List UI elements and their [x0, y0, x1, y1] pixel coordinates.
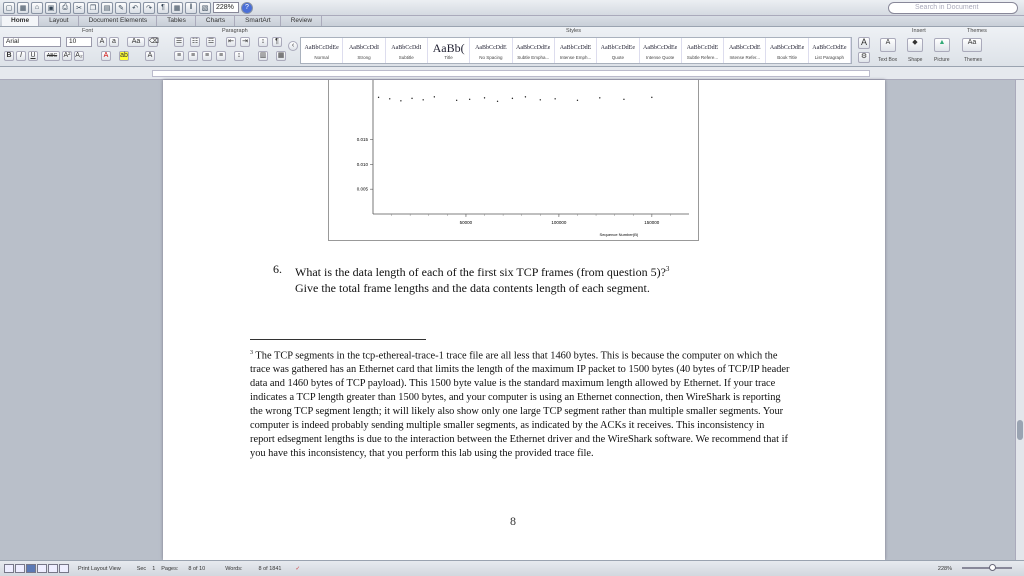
style-sample: AaBbCcDdE — [475, 44, 507, 51]
line-spacing-button[interactable]: ↕ — [234, 51, 244, 61]
data-point — [484, 97, 485, 98]
notebook-view-icon[interactable] — [37, 564, 47, 573]
style-item[interactable] — [809, 38, 851, 63]
style-item[interactable] — [640, 38, 682, 63]
style-item[interactable] — [597, 38, 639, 63]
show-marks-button[interactable]: ¶ — [272, 37, 282, 47]
data-point — [434, 96, 435, 97]
print-layout-view-icon[interactable] — [26, 564, 36, 573]
print-icon[interactable]: ⎙ — [59, 2, 71, 14]
x-tick-label: 100000 — [551, 220, 567, 225]
bullets-button[interactable]: ☰ — [175, 38, 183, 45]
subscript-button[interactable]: A₂ — [75, 52, 83, 59]
styles-group-label: Styles — [566, 28, 581, 34]
themes-group-label: Themes — [967, 28, 987, 34]
words-label: Words: — [225, 565, 243, 572]
section-label: Sec — [136, 565, 147, 572]
paragraph-marks-icon[interactable]: ¶ — [157, 2, 169, 14]
numbering-button[interactable]: ☷ — [191, 38, 199, 45]
tab-review[interactable]: Review — [282, 16, 322, 26]
tab-home[interactable]: Home — [2, 16, 39, 26]
question-text-line2: Give the total frame lengths and the data contents length of each segment. — [295, 281, 650, 295]
styles-gallery — [300, 37, 852, 64]
horizontal-ruler[interactable] — [0, 67, 1024, 80]
change-case-button[interactable]: Aa — [127, 37, 145, 47]
data-point — [389, 98, 390, 99]
text-box-label: Text Box — [878, 57, 898, 63]
draft-view-icon[interactable] — [4, 564, 14, 573]
data-point — [497, 101, 498, 102]
align-center-button[interactable]: ≡ — [188, 51, 198, 61]
view-name: Print Layout View — [78, 565, 121, 572]
question-text-line1: What is the data length of each of the first six TCP frames (from question 5)? — [295, 265, 666, 279]
style-name: Title — [444, 54, 453, 60]
columns-icon[interactable]: ‖ — [185, 2, 197, 14]
table-icon[interactable]: ▦ — [171, 2, 183, 14]
style-sample: AaBbCcDdEe — [600, 44, 635, 51]
text-effects-icon[interactable]: A — [858, 37, 870, 49]
align-right-button[interactable]: ≡ — [202, 51, 212, 61]
data-point — [599, 97, 600, 98]
style-name: Subtitle — [398, 54, 414, 60]
data-point — [378, 97, 379, 98]
save-icon[interactable]: ▣ — [45, 2, 57, 14]
clear-format-button[interactable]: ⌫ — [149, 38, 159, 45]
decrease-indent-button[interactable]: ⇤ — [226, 37, 236, 47]
shape-label: Shape — [908, 57, 923, 63]
cut-icon[interactable]: ✂ — [73, 2, 85, 14]
search-input[interactable]: Search in Document — [888, 2, 1018, 14]
style-item[interactable] — [555, 38, 597, 63]
footnote-separator — [250, 339, 426, 340]
data-point — [400, 100, 401, 101]
pages-value: 8 of 10 — [188, 565, 206, 572]
style-name: Intense Refer... — [729, 54, 761, 60]
style-item[interactable] — [513, 38, 555, 63]
status-zoom: 228% — [937, 565, 952, 572]
x-tick-label: 50000 — [459, 220, 473, 225]
data-point — [456, 100, 457, 101]
data-point — [651, 97, 652, 98]
status-bar — [0, 560, 1024, 576]
spelling-check-icon[interactable]: ✓ — [295, 565, 301, 572]
words-value: 8 of 1841 — [258, 565, 282, 572]
data-point — [422, 99, 423, 100]
style-item[interactable] — [428, 38, 470, 63]
text-box-icon[interactable]: A — [880, 38, 896, 52]
grow-font-button[interactable]: A — [97, 37, 107, 47]
paste-icon[interactable]: ▤ — [101, 2, 113, 14]
style-sample: AaBbCcDdI — [348, 44, 379, 51]
style-sample: AaBbCcDdEe — [304, 44, 339, 51]
highlight-button[interactable]: ab — [120, 52, 128, 59]
zoom-slider-knob[interactable] — [989, 564, 996, 571]
underline-button[interactable]: U — [28, 51, 38, 61]
open-icon[interactable]: ⌂ — [31, 2, 43, 14]
style-item[interactable] — [682, 38, 724, 63]
style-name: Intense Quote — [646, 54, 675, 60]
align-left-button[interactable]: ≡ — [174, 51, 184, 61]
data-point — [512, 98, 513, 99]
themes-label: Themes — [964, 57, 983, 63]
style-name: Book Title — [777, 54, 797, 60]
copy-icon[interactable]: ❐ — [87, 2, 99, 14]
ribbon-tabs — [0, 16, 1024, 27]
standard-toolbar — [0, 0, 1024, 16]
paragraph-group-label: Paragraph — [222, 28, 248, 34]
themes-icon[interactable]: Aa — [962, 38, 982, 52]
format-painter-icon[interactable]: ✎ — [115, 2, 127, 14]
picture-icon[interactable]: ▲ — [934, 38, 950, 52]
picture-label: Picture — [934, 57, 950, 63]
data-point — [540, 99, 541, 100]
new-doc-icon[interactable]: ▢ — [3, 2, 15, 14]
shape-icon[interactable]: ◆ — [907, 38, 923, 52]
bold-button[interactable]: B — [4, 51, 14, 61]
x-axis-label: Sequence Number(B) — [599, 232, 639, 237]
multilevel-list-button[interactable]: ☲ — [207, 38, 215, 45]
redo-icon[interactable]: ↷ — [143, 2, 155, 14]
sequence-chart — [329, 80, 700, 241]
font-group-label: Font — [82, 28, 94, 34]
font-size-select[interactable]: 10 — [66, 37, 92, 47]
style-name: Quote — [611, 54, 624, 60]
styles-scroll-left-icon[interactable]: ‹ — [288, 41, 298, 51]
insert-group-label: Insert — [912, 28, 926, 34]
gallery-icon[interactable]: ▧ — [199, 2, 211, 14]
manage-styles-icon[interactable]: ⚙ — [858, 52, 870, 63]
strikethrough-button[interactable]: ABC — [44, 51, 60, 61]
style-sample: AaBbCcDdI — [391, 44, 422, 51]
y-tick-label: 0.005 — [356, 186, 368, 192]
style-name: Subtle Empha... — [517, 54, 550, 60]
style-item[interactable] — [386, 38, 428, 63]
style-sample: AaBb( — [432, 41, 465, 55]
footnote — [250, 346, 790, 461]
font-color-button[interactable]: A — [101, 51, 111, 61]
style-sample: AaBbCcDdE — [728, 44, 761, 51]
style-name: Intense Emph... — [559, 54, 592, 60]
style-sample: AaBbCcDdEe — [769, 44, 805, 51]
data-point — [525, 96, 526, 97]
shading-button[interactable]: ▥ — [259, 52, 267, 59]
scroll-thumb[interactable] — [1017, 420, 1023, 440]
style-item[interactable] — [724, 38, 766, 63]
tab-smartart[interactable]: SmartArt — [236, 16, 281, 26]
y-tick-label: 0.015 — [356, 137, 368, 143]
style-name: List Paragraph — [814, 54, 845, 60]
footnote-text: The TCP segments in the tcp-ethereal-trace-1 trace file are all less that 1460 bytes. This is because the computer on which the trace was gathered has an Ethernet card that limits the length of the maximum IP packet to 1500 bytes (40 bytes of TCP/IP header data and 1460 bytes of TCP payload). This 1500 byte value is the standard maximum length allowed by Ethernet. If your trace indicates a TCP length greater than 1500 bytes, and your computer is using an Ethernet connection, then WireShark is reporting the wrong TCP segment length; it will likely also show only one large TCP segment rather than multiple smaller segments. Your computer is indeed probably sending multiple smaller segments, as indicated by the ACKs it receives. This inconsistency in report edsegment lengths is due to the interaction between the Ethernet driver and the WireShark software. We recommend that if you have this inconsistency, that you perform this lab using the provided trace file. — [250, 350, 790, 460]
vertical-scrollbar[interactable] — [1015, 80, 1024, 560]
shrink-font-button[interactable]: a — [109, 37, 119, 47]
style-name: Subtle Refere... — [686, 54, 719, 60]
style-name: Strong — [357, 54, 371, 60]
style-sample: AaBbCcDdE — [686, 44, 719, 51]
footnote-marker: 3 — [250, 350, 253, 356]
ribbon — [0, 27, 1024, 67]
tab-layout[interactable]: Layout — [40, 16, 79, 26]
ruler-track[interactable] — [152, 70, 870, 77]
superscript-button[interactable]: A² — [63, 52, 71, 59]
borders-button[interactable]: ▦ — [277, 52, 285, 59]
tab-charts[interactable]: Charts — [197, 16, 235, 26]
document-page[interactable] — [163, 80, 885, 560]
style-sample: AaBbCcDdEe — [516, 44, 551, 51]
data-point — [577, 100, 578, 101]
chart-frame — [328, 80, 699, 241]
y-tick-label: 0.010 — [356, 161, 368, 167]
page-number: 8 — [510, 514, 516, 528]
section-value: 1 — [152, 565, 156, 572]
question-number: 6. — [273, 262, 282, 276]
undo-icon[interactable]: ↶ — [129, 2, 141, 14]
style-sample: AaBbCcDdE — [559, 44, 592, 51]
justify-button[interactable]: ≡ — [216, 51, 226, 61]
templates-icon[interactable]: ▦ — [17, 2, 29, 14]
focus-view-icon[interactable] — [59, 564, 69, 573]
style-sample: AaBbCcDdEe — [642, 44, 678, 51]
style-item[interactable] — [470, 38, 512, 63]
text-effects-button[interactable]: A — [145, 51, 155, 61]
data-point — [623, 99, 624, 100]
increase-indent-button[interactable]: ⇥ — [240, 37, 250, 47]
outline-view-icon[interactable] — [15, 564, 25, 573]
tab-tables[interactable]: Tables — [158, 16, 196, 26]
style-name: Normal — [314, 54, 329, 60]
style-item[interactable] — [301, 38, 343, 63]
data-point — [411, 98, 412, 99]
publishing-view-icon[interactable] — [48, 564, 58, 573]
help-icon[interactable]: ? — [241, 2, 253, 14]
x-tick-label: 150000 — [644, 220, 660, 225]
sort-button[interactable]: ↕ — [258, 37, 268, 47]
style-item[interactable] — [766, 38, 808, 63]
style-item[interactable] — [343, 38, 385, 63]
font-name-select[interactable]: Arial — [3, 37, 61, 47]
pages-label: Pages: — [161, 565, 179, 572]
data-point — [554, 98, 555, 99]
style-sample: AaBbCcDdEe — [812, 44, 847, 51]
tab-document-elements[interactable]: Document Elements — [80, 16, 158, 26]
zoom-field[interactable]: 228% — [213, 2, 239, 13]
italic-button[interactable]: I — [16, 51, 26, 61]
data-point — [469, 99, 470, 100]
footnote-ref: 3 — [665, 265, 670, 273]
zoom-slider[interactable] — [962, 567, 1012, 569]
style-name: No Spacing — [479, 54, 503, 60]
